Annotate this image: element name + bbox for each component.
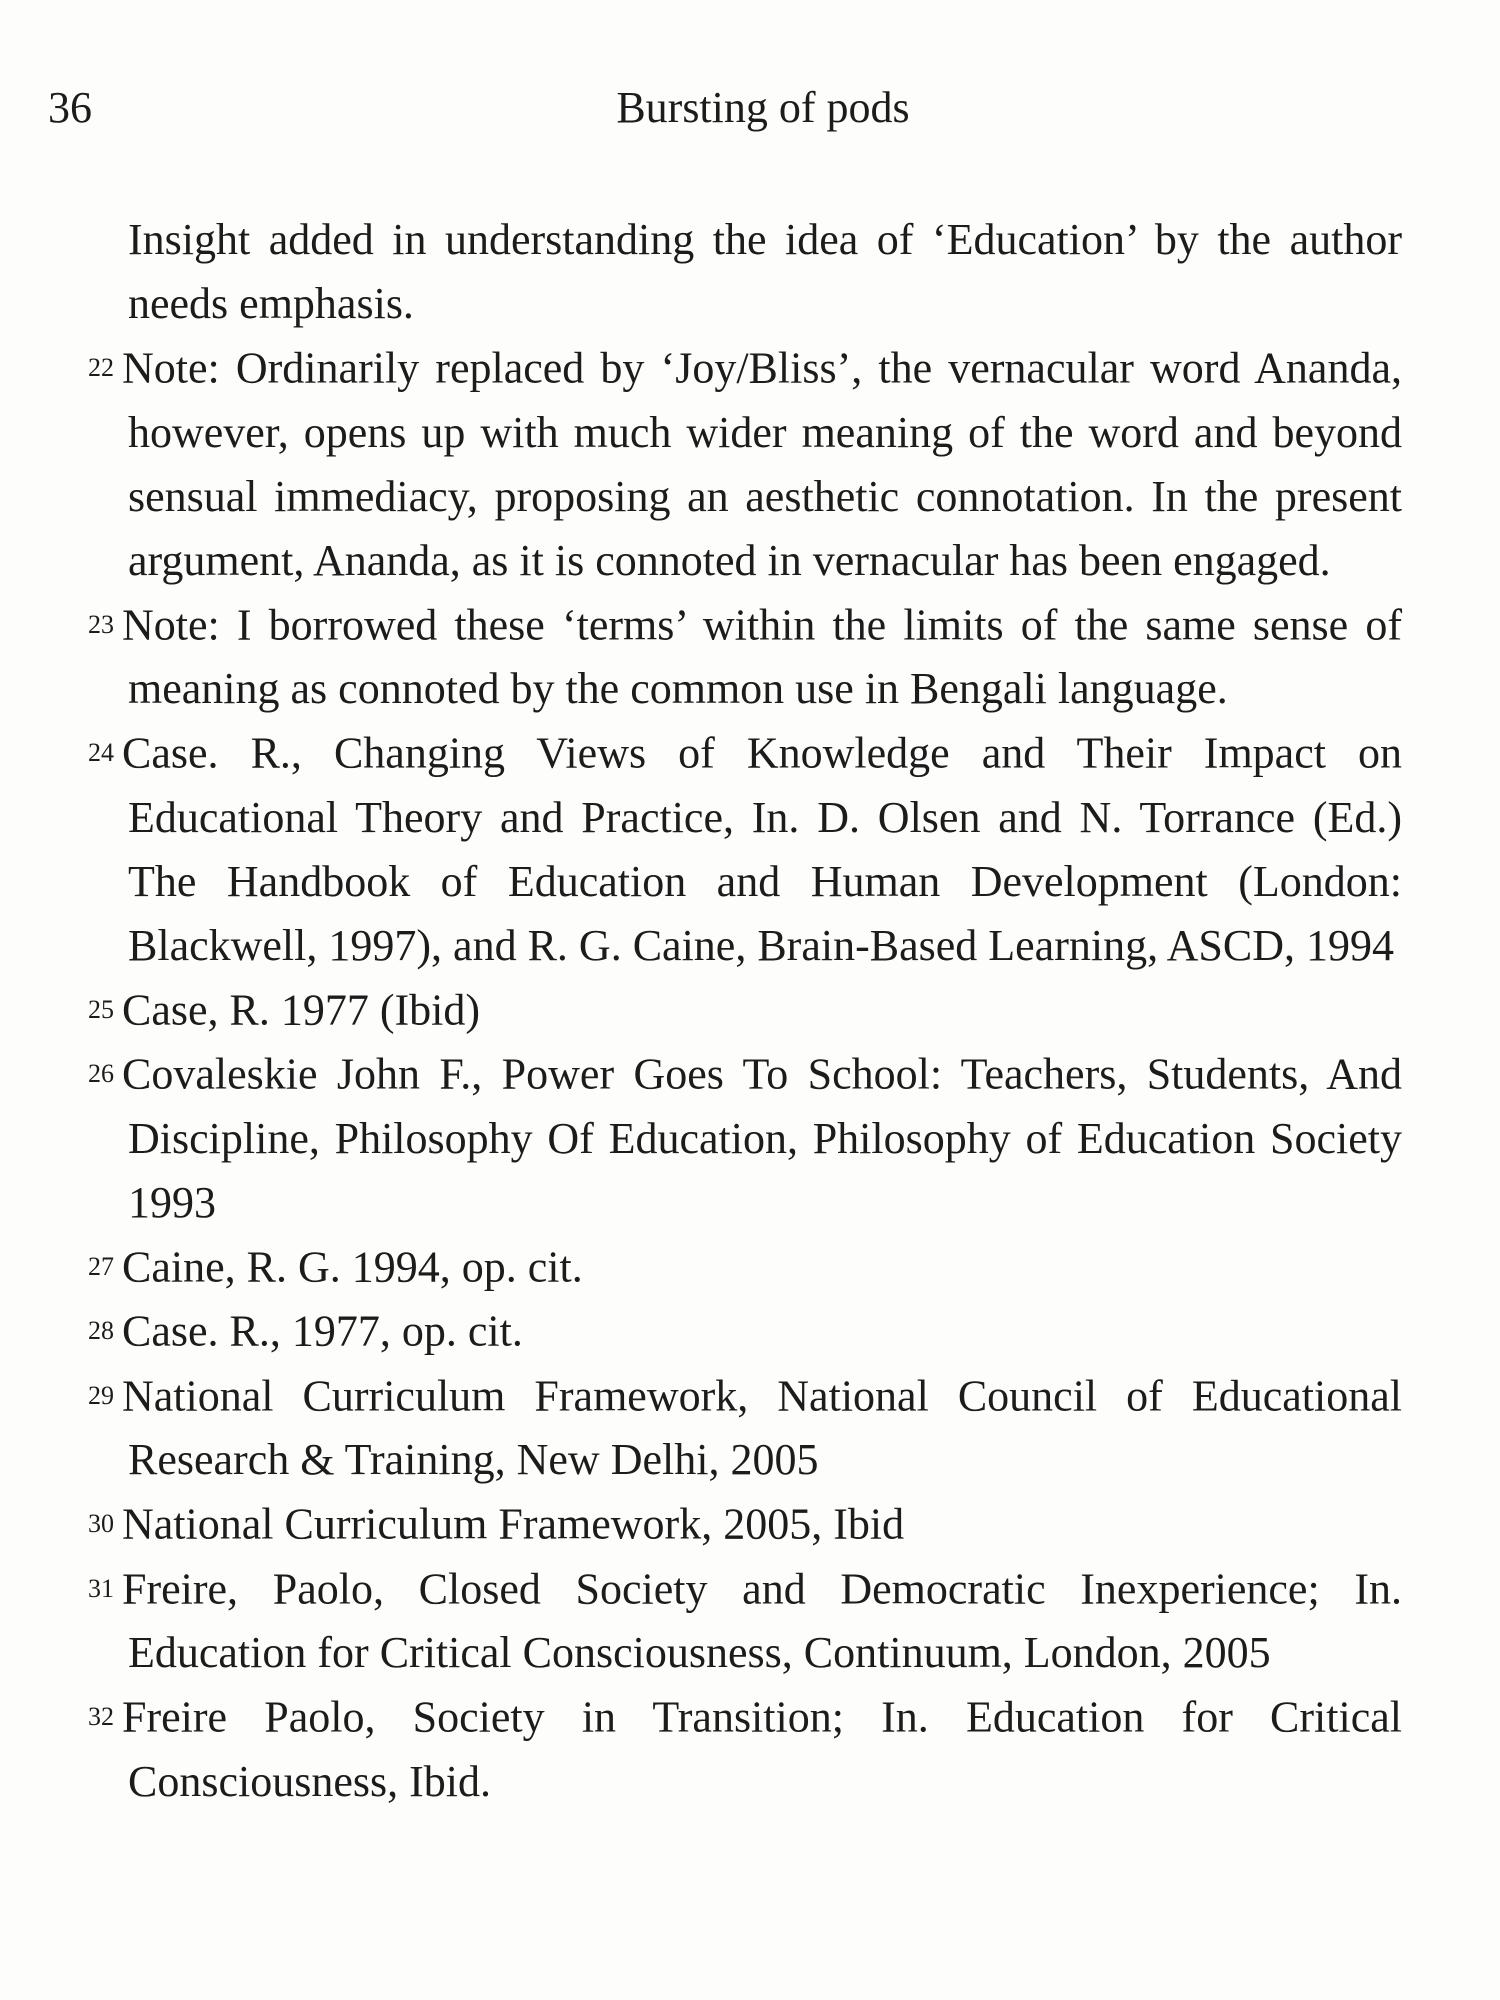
endnote-number: 22 (88, 353, 114, 382)
endnote-text: Freire Paolo, Society in Transition; In. Education for Critical Consciousness, Ibid. (122, 1692, 1402, 1806)
endnote-number: 28 (88, 1316, 114, 1345)
page-number: 36 (48, 83, 92, 132)
endnote-text: Covaleskie John F., Power Goes To School: Teachers, Students, And Discipline, Philosophy Of Education, Philosophy of Education Society 1993 (122, 1049, 1402, 1227)
endnote-22 (80, 336, 1402, 593)
endnote-text: Note: Ordinarily replaced by ‘Joy/Bliss’, the vernacular word Ananda, however, opens up with much wider meaning of the word and beyond sensual immediacy, proposing an aesthetic connotation. In the present argument, Ananda, as it is connoted in vernacular has been engaged. (122, 343, 1402, 585)
endnote-30 (80, 1492, 1402, 1557)
endnote-number: 30 (88, 1509, 114, 1538)
endnote-number: 23 (88, 609, 114, 639)
endnote-text: National Curriculum Framework, National Council of Educational Research & Training, New Delhi, 2005 (122, 1371, 1402, 1484)
running-title: Bursting of pods (616, 83, 910, 132)
endnote-32 (80, 1685, 1402, 1814)
endnote-number: 29 (88, 1380, 114, 1410)
endnote-text: Case. R., Changing Views of Knowledge and Their Impact on Educational Theory and Practice, In. D. Olsen and N. Torrance (Ed.) The Handbook of Education and Human Development (London: Blackwell, 1997), and R. G. Caine, Brain-Based Learning, ASCD, 1994 (122, 728, 1402, 970)
endnote-29 (80, 1364, 1402, 1493)
endnote-number: 31 (88, 1573, 114, 1603)
endnotes-list (80, 208, 1402, 1814)
endnote-27 (80, 1235, 1402, 1300)
endnote-text: Insight added in understanding the idea of ‘Education’ by the author needs emphasis. (128, 215, 1402, 328)
endnote-26 (80, 1042, 1402, 1235)
endnote-text: Note: I borrowed these ‘terms’ within the limits of the same sense of meaning as connoted by the common use in Bengali language. (122, 600, 1402, 713)
endnote-23 (80, 593, 1402, 722)
endnote-text: Caine, R. G. 1994, op. cit. (122, 1242, 583, 1291)
endnote-25 (80, 978, 1402, 1043)
endnote-number: 27 (88, 1251, 114, 1281)
endnote-continuation (80, 208, 1402, 336)
page-header (48, 78, 1408, 138)
endnote-text: Case. R., 1977, op. cit. (122, 1306, 523, 1356)
endnote-28 (80, 1299, 1402, 1364)
endnote-24 (80, 721, 1402, 978)
endnote-text: National Curriculum Framework, 2005, Ibid (122, 1499, 905, 1549)
endnote-number: 26 (88, 1059, 114, 1088)
endnote-31 (80, 1557, 1402, 1686)
endnote-text: Freire, Paolo, Closed Society and Democratic Inexperience; In. Education for Critical Consciousness, Continuum, London, 2005 (122, 1564, 1402, 1677)
endnote-number: 24 (88, 738, 114, 767)
endnote-number: 32 (88, 1702, 114, 1731)
endnote-number: 25 (88, 994, 114, 1024)
endnote-text: Case, R. 1977 (Ibid) (122, 985, 481, 1034)
